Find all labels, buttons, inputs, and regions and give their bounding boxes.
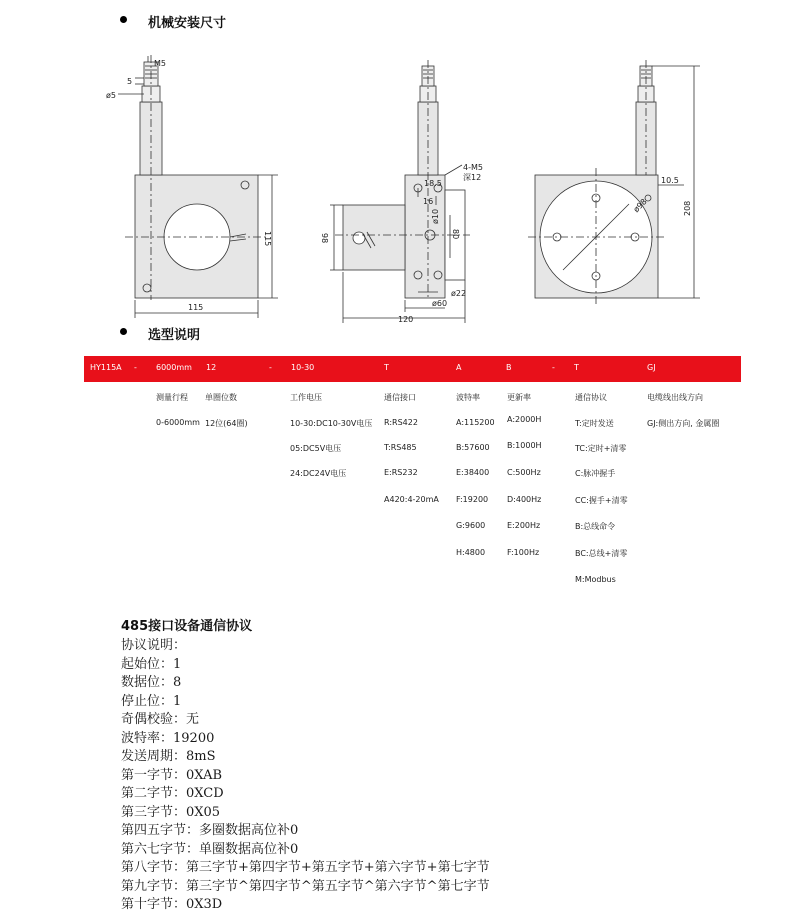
code-dash: - [134,363,137,372]
cell-interface: A420:4-20mA [384,495,439,504]
cell-stroke: 0-6000mm [156,418,200,427]
header-baud: 波特率 [456,393,480,402]
protocol-line: 第四五字节：多圈数据高位补0 [121,823,299,838]
label-phi10: ø10 [431,208,440,224]
cell-rate: C:500Hz [507,468,541,477]
cell-protocol: T:定时发送 [575,419,614,428]
cell-baud: B:57600 [456,443,490,452]
protocol-line: 第一字节：0XAB [121,768,223,783]
mechanical-install-title: 机械安装尺寸 [148,16,227,31]
label-phi60: ø60 [432,299,448,308]
protocol-line: 第八字节：第三字节+第四字节+第五字节+第六字节+第七字节 [121,860,490,875]
code-stroke: 6000mm [156,363,192,372]
header-stroke: 测量行程 [156,393,188,402]
label-phi5: ø5 [106,91,116,100]
protocol-line: 奇偶校验：无 [121,712,200,727]
label-phi22: ø22 [451,289,467,298]
cell-protocol: B:总线命令 [575,522,616,531]
label-18-5: 18.5 [424,179,442,188]
cell-rate: F:100Hz [507,548,540,557]
cell-interface: R:RS422 [384,418,418,427]
protocol-line: 第六七字节：单圈数据高位补0 [121,842,299,857]
code-cable: GJ [647,363,656,372]
cell-baud: E:38400 [456,468,490,477]
code-rate: B [506,363,512,372]
header-voltage: 工作电压 [290,393,322,402]
protocol-line: 第三字节：0X05 [121,805,221,820]
cell-rate: B:1000H [507,441,542,450]
cell-protocol: C:脉冲握手 [575,469,616,478]
label-16: 16 [423,197,434,206]
label-depth12: 深12 [463,173,482,182]
header-rate: 更新率 [507,393,531,402]
label-4m5: 4-M5 [463,163,483,172]
cell-protocol: CC:握手+清零 [575,496,628,505]
cell-rate: D:400Hz [507,495,542,504]
label-80: 80 [451,229,460,240]
cell-protocol: M:Modbus [575,575,616,584]
cell-interface: T:RS485 [384,443,417,452]
cell-rate: E:200Hz [507,521,541,530]
cell-baud: H:4800 [456,548,486,557]
header-interface: 通信接口 [384,393,416,402]
left-view [118,55,278,318]
label-phi98: ø98 [631,197,649,215]
label-10-5: 10.5 [661,176,679,185]
mechanical-drawing [0,0,793,330]
cell-voltage: 10-30:DC10-30V电压 [290,419,373,428]
protocol-line: 发送周期：8mS [121,749,216,764]
cell-voltage: 24:DC24V电压 [290,469,347,478]
cell-interface: E:RS232 [384,468,418,477]
protocol-line: 协议说明： [121,638,187,653]
protocol-line: 第十字节：0X3D [121,897,223,912]
header-bits: 单圈位数 [205,393,237,402]
code-dash: - [552,363,555,372]
protocol-line: 第二字节：0XCD [121,786,224,801]
protocol-line: 波特率：19200 [121,731,215,746]
header-protocol: 通信协议 [575,393,607,402]
cell-protocol: BC:总线+清零 [575,549,628,558]
protocol-line: 数据位：8 [121,675,182,690]
protocol-line: 起始位：1 [121,657,182,672]
label-5: 5 [127,77,133,86]
label-208: 208 [683,200,692,216]
header-cable: 电缆线出线方向 [647,393,703,402]
code-protocol: T [574,363,579,372]
selection-title: 选型说明 [148,328,201,343]
bullet-selection [120,328,127,335]
cell-protocol: TC:定时+清零 [575,444,627,453]
code-model: HY115A [90,363,122,372]
label-98: 98 [320,233,329,244]
cell-baud: G:9600 [456,521,486,530]
protocol-line: 停止位：1 [121,694,182,709]
cell-baud: A:115200 [456,418,495,427]
cell-rate: A:2000H [507,415,542,424]
model-code-bar [84,356,741,382]
cell-bits: 12位(64圈) [205,419,248,428]
label-120: 120 [398,315,414,324]
cell-voltage: 05:DC5V电压 [290,444,342,453]
cell-cable: GJ:侧出方向, 金属圈 [647,419,720,428]
protocol-title: 485接口设备通信协议 [121,619,253,634]
protocol-line: 第九字节：第三字节^第四字节^第五字节^第六字节^第七字节 [121,879,490,894]
label-left-width: 115 [188,303,204,312]
code-dash: - [269,363,272,372]
code-baud: A [456,363,462,372]
code-bits: 12 [206,363,217,372]
code-voltage: 10-30 [291,363,315,372]
middle-view [330,60,470,323]
cell-baud: F:19200 [456,495,489,504]
label-left-height: 115 [263,231,272,247]
label-m5: M5 [154,59,166,68]
code-interface: T [384,363,389,372]
